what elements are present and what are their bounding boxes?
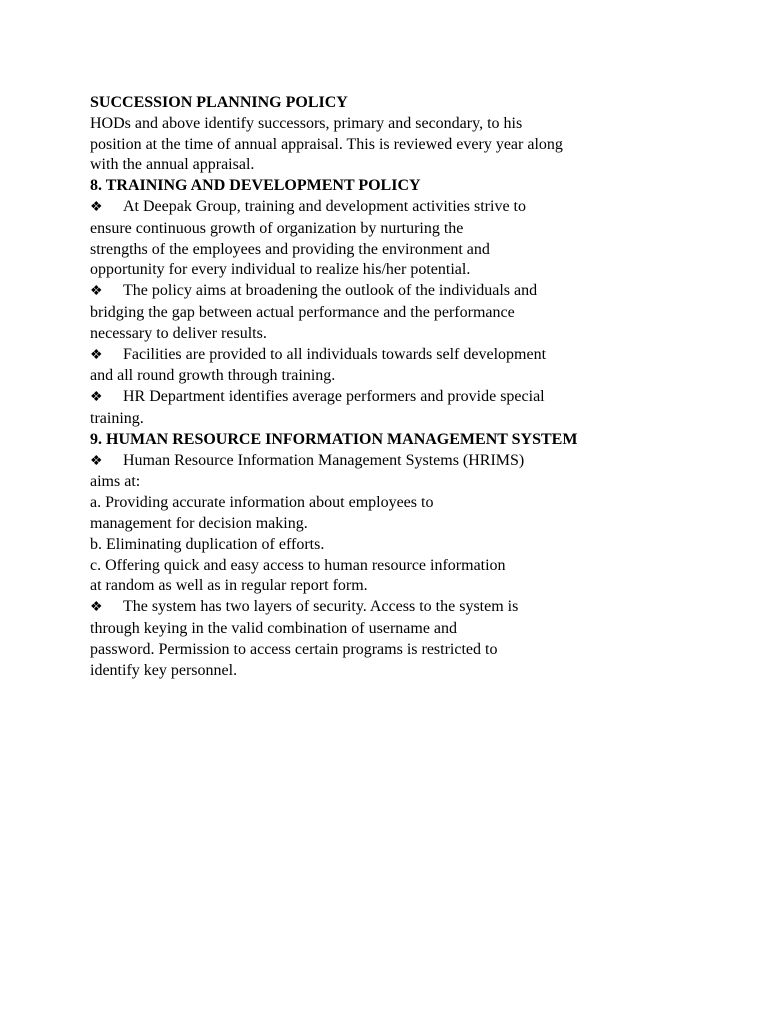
succession-heading: SUCCESSION PLANNING POLICY xyxy=(90,94,348,111)
hrims-bullet-1-line-2: aims at: xyxy=(90,473,141,491)
hrims-bullet-2-line-3: password. Permission to access certain programs is restricted to xyxy=(90,640,498,658)
diamond-bullet-icon: ❖ xyxy=(90,199,103,215)
training-bullet-2-line-2: bridging the gap between actual performance and the performance xyxy=(90,303,515,321)
training-bullet-4 xyxy=(90,387,710,409)
hrims-bullet-2 xyxy=(90,597,710,619)
succession-line-1: HODs and above identify successors, primary and secondary, to his xyxy=(90,114,523,132)
hrims-item-c-line-1: c. Offering quick and easy access to human resource information xyxy=(90,556,506,574)
training-bullet-1-line-4: opportunity for every individual to realize his/her potential. xyxy=(90,261,471,279)
diamond-bullet-icon: ❖ xyxy=(90,600,103,616)
training-bullet-1 xyxy=(90,197,710,219)
training-bullet-1-line-2: ensure continuous growth of organization by nurturing the xyxy=(90,219,464,237)
diamond-bullet-icon: ❖ xyxy=(90,347,103,363)
diamond-bullet-icon: ❖ xyxy=(90,390,103,406)
diamond-bullet-icon: ❖ xyxy=(90,453,103,469)
document-body xyxy=(90,93,710,681)
hrims-bullet-2-line-2: through keying in the valid combination of username and xyxy=(90,619,458,637)
training-bullet-3-text: Facilities are provided to all individuals towards self development xyxy=(123,345,547,363)
hrims-bullet-2-text: The system has two layers of security. Access to the system is xyxy=(123,598,519,616)
training-bullet-2-text: The policy aims at broadening the outlook of the individuals and xyxy=(123,282,538,300)
hrims-item-b: b. Eliminating duplication of efforts. xyxy=(90,535,325,553)
hrims-item-a-line-2: management for decision making. xyxy=(90,514,308,532)
training-heading: 8. TRAINING AND DEVELOPMENT POLICY xyxy=(90,177,421,195)
hrims-bullet-1-text: Human Resource Information Management Systems (HRIMS) xyxy=(123,451,525,469)
hrims-item-a-line-1: a. Providing accurate information about employees to xyxy=(90,494,434,512)
training-bullet-1-text: At Deepak Group, training and development activities strive to xyxy=(123,197,526,215)
hrims-bullet-1 xyxy=(90,451,710,473)
training-bullet-1-line-3: strengths of the employees and providing the environment and xyxy=(90,240,490,258)
training-bullet-4-text: HR Department identifies average performers and provide special xyxy=(123,388,545,406)
training-bullet-3-line-2: and all round growth through training. xyxy=(90,367,336,385)
hrims-item-c-line-2: at random as well as in regular report form. xyxy=(90,577,368,595)
training-bullet-2 xyxy=(90,281,710,303)
hrims-heading: 9. HUMAN RESOURCE INFORMATION MANAGEMENT SYSTEM xyxy=(90,430,578,448)
training-bullet-2-line-3: necessary to deliver results. xyxy=(90,324,267,342)
training-bullet-4-line-2: training. xyxy=(90,409,144,427)
hrims-bullet-2-line-4: identify key personnel. xyxy=(90,661,238,679)
training-bullet-3 xyxy=(90,345,710,367)
diamond-bullet-icon: ❖ xyxy=(90,284,103,300)
succession-line-2: position at the time of annual appraisal. This is reviewed every year along xyxy=(90,135,563,153)
succession-line-3: with the annual appraisal. xyxy=(90,156,255,174)
